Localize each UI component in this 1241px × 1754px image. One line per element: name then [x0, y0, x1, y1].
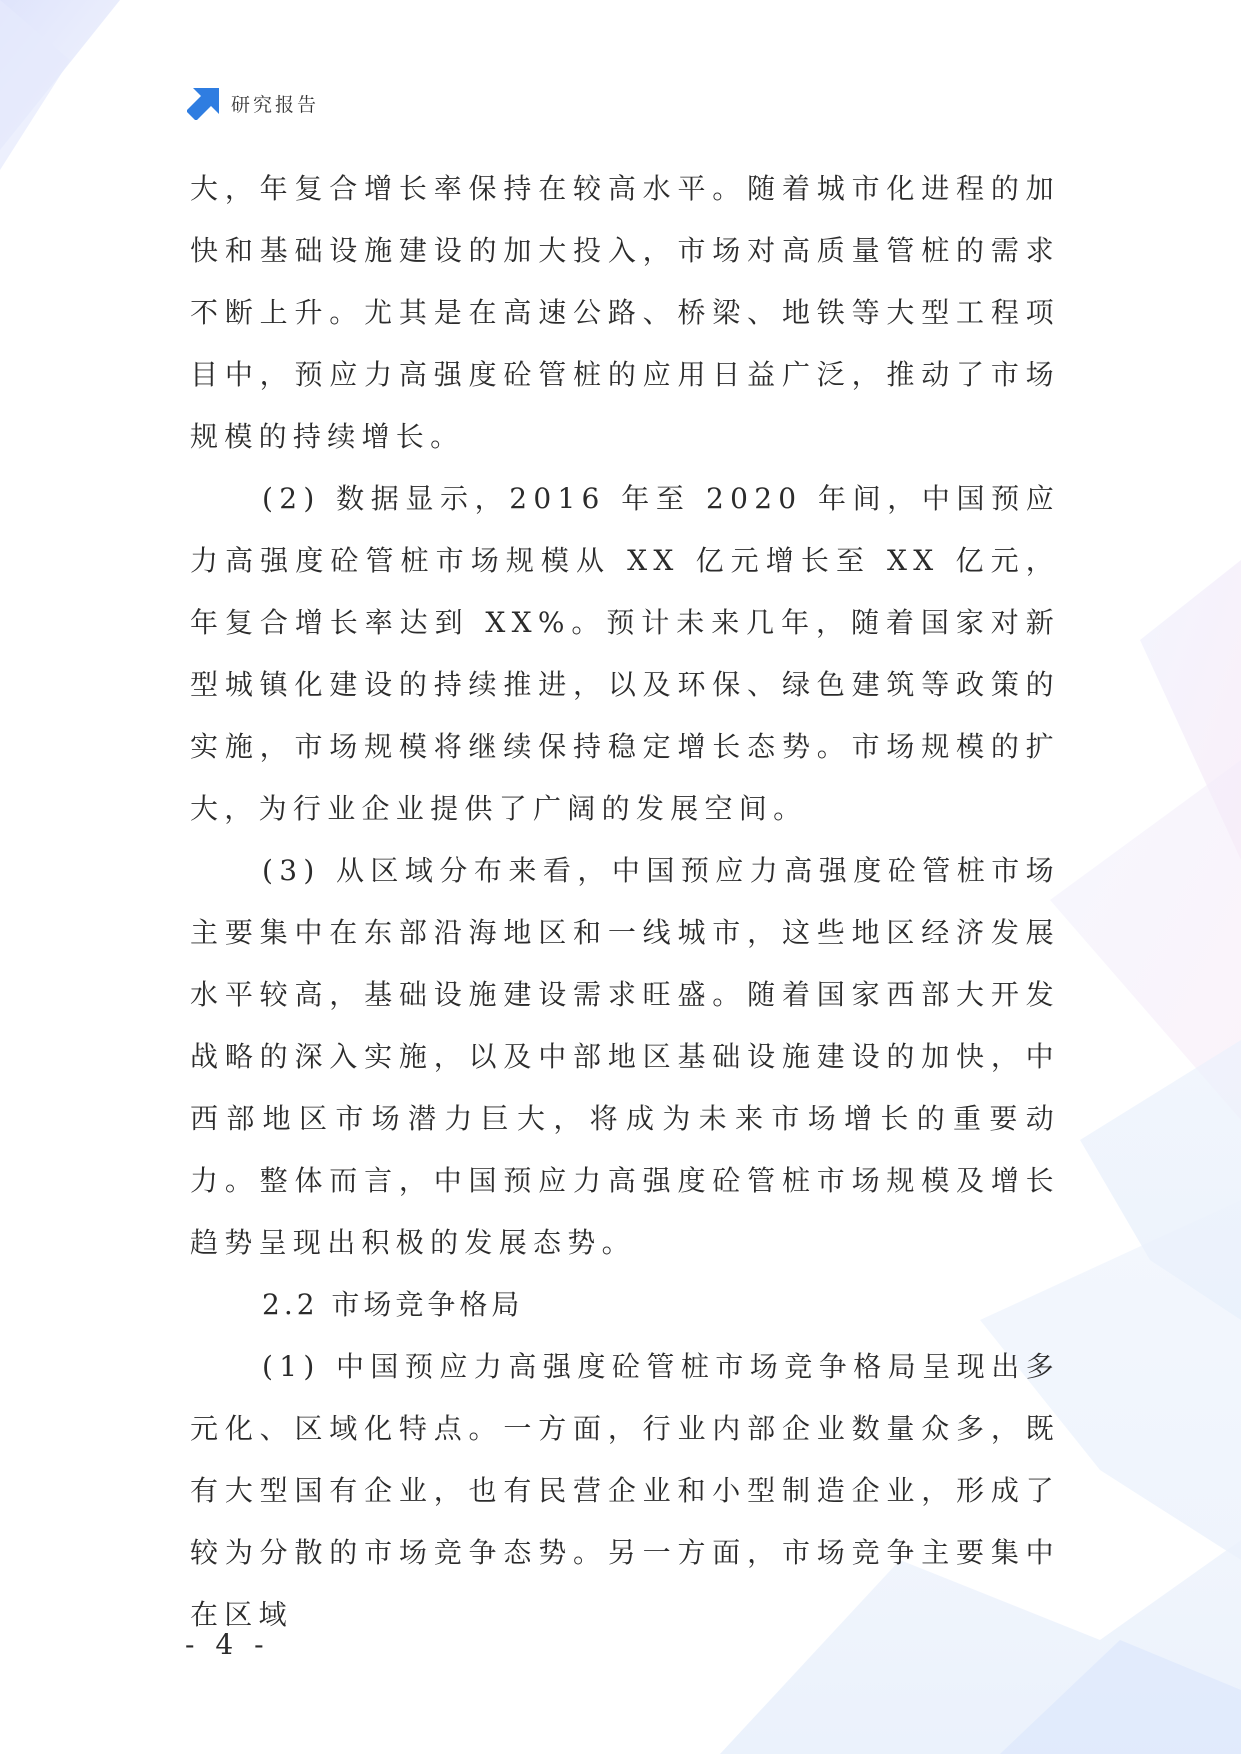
- paragraph: 大，年复合增长率保持在较高水平。随着城市化进程的加快和基础设施建设的加大投入，市场对高质量管桩的需求不断上升。尤其是在高速公路、桥梁、地铁等大型工程项目中，预应力高强度砼管桩的应用日益广泛，推动了市场规模的持续增长。: [190, 172, 1060, 453]
- page-number: - 4 -: [185, 1628, 270, 1661]
- paragraph: (2) 数据显示，2016 年至 2020 年间，中国预应力高强度砼管桩市场规模从 XX 亿元增长至 XX 亿元，年复合增长率达到 XX%。预计未来几年，随着国家对新型城镇化建设的持续推进，以及环保、绿色建筑等政策的实施，市场规模将继续保持稳定增长态势。市场规模的扩大，为行业企业提供了广阔的发展空间。: [190, 482, 1060, 825]
- arrow-up-right-icon: [187, 86, 221, 120]
- document-body: [190, 158, 1060, 1646]
- report-header: [187, 86, 319, 120]
- section-heading: 2.2 市场竞争格局: [262, 1288, 524, 1321]
- paragraph: (3) 从区域分布来看，中国预应力高强度砼管桩市场主要集中在东部沿海地区和一线城市，这些地区经济发展水平较高，基础设施建设需求旺盛。随着国家西部大开发战略的深入实施，以及中部地区基础设施建设的加快，中西部地区市场潜力巨大，将成为未来市场增长的重要动力。整体而言，中国预应力高强度砼管桩市场规模及增长趋势呈现出积极的发展态势。: [190, 854, 1060, 1259]
- header-title: 研究报告: [231, 93, 320, 116]
- paragraph: (1) 中国预应力高强度砼管桩市场竞争格局呈现出多元化、区域化特点。一方面，行业内部企业数量众多，既有大型国有企业，也有民营企业和小型制造企业，形成了较为分散的市场竞争态势。另一方面，市场竞争主要集中在区域: [190, 1350, 1060, 1631]
